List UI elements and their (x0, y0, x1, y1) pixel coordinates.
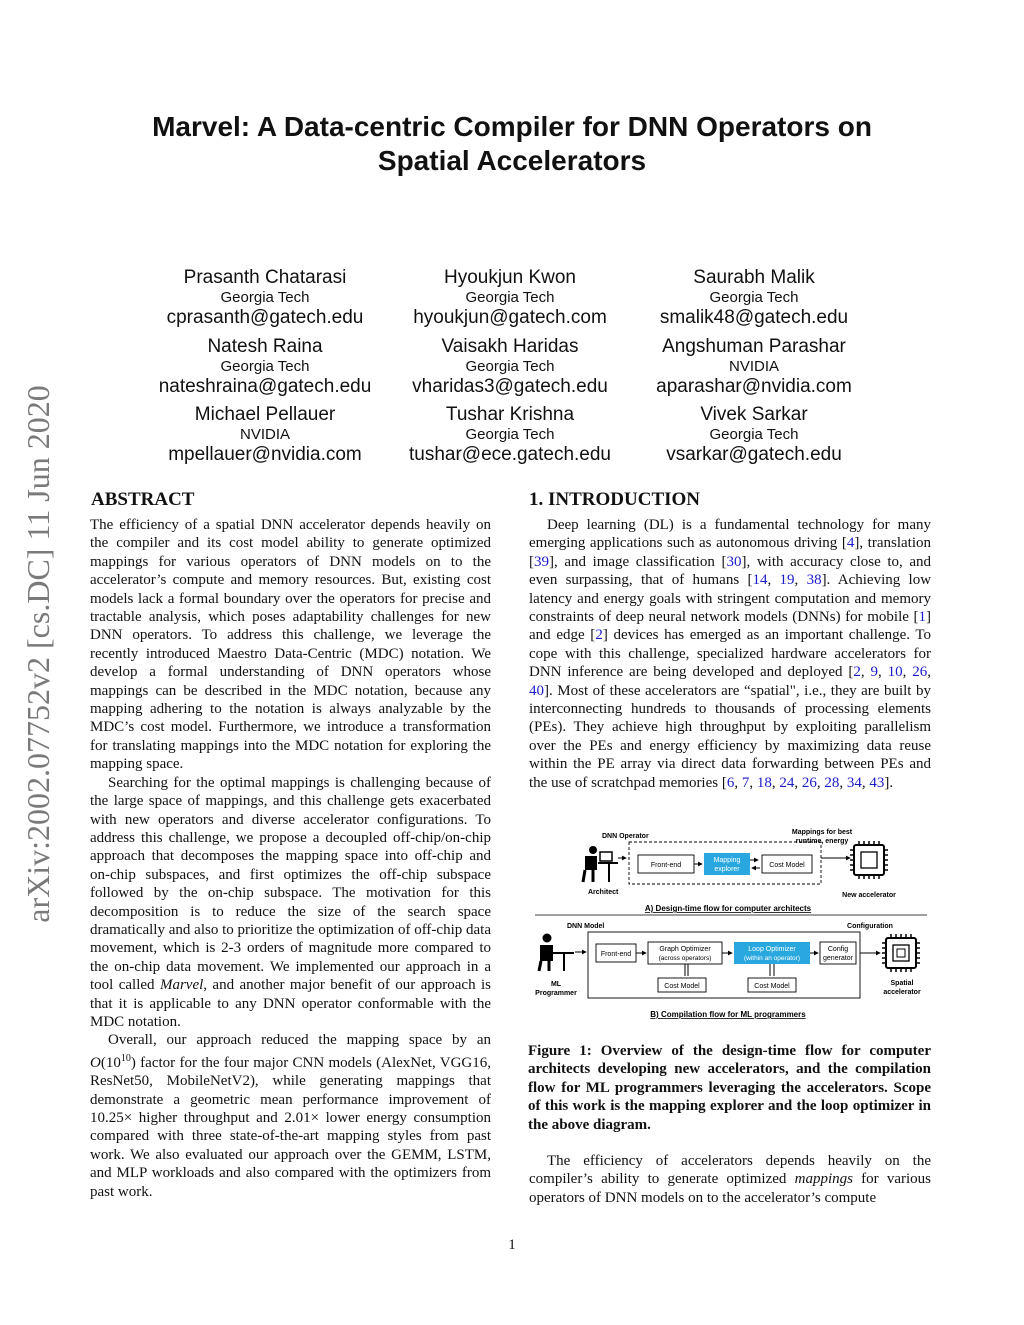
svg-text:Config: Config (827, 946, 849, 953)
abstract-paragraph-1: The efficiency of a spatial DNN accelerator depends heavily on the compiler and its cost model ability to generate optimized mappings for various operators of DNN models on to the accelerator’s compute and memory resources. But, existing cost models lack a formal boundary over the operators for precise and tractable analysis, which poses adaptability challenges for new DNN operators. To address this challenge, we leverage the recently introduced Maestro Data-Centric (MDC) notation. We develop a formal understanding of DNN operators whose mappings can be described in the MDC notation, because any mapping adhering to the notation is always analyzable by the MDC’s cost model. Furthermore, we introduce a transformation for translating mappings into the MDC notation for exploring the mapping space. (90, 517, 491, 773)
citation-link[interactable]: 6 (726, 774, 735, 791)
svg-text:generator: generator (823, 955, 853, 962)
compiler-frame (588, 932, 860, 998)
author-3 (629, 266, 879, 329)
author-name: Saurabh Malik (693, 267, 815, 288)
svg-text:Graph Optimizer: Graph Optimizer (659, 946, 711, 953)
label-mappings-best: Mappings for best (791, 829, 853, 836)
svg-text:Cost Model: Cost Model (664, 983, 700, 990)
label-accelerator: accelerator (883, 989, 921, 996)
citation-link[interactable]: 34 (846, 774, 862, 791)
mappings-emphasis: mappings (794, 1171, 853, 1188)
author-8 (385, 403, 635, 466)
label-spatial: Spatial (890, 980, 914, 987)
author-1 (140, 266, 390, 329)
author-affiliation: Georgia Tech (465, 289, 555, 306)
author-7 (140, 403, 390, 466)
citation-link[interactable]: 2 (853, 664, 861, 681)
author-email: tushar@ece.gatech.edu (408, 444, 612, 465)
svg-text:Cost Model: Cost Model (754, 983, 790, 990)
citation-link[interactable]: 43 (869, 774, 885, 791)
author-email: mpellauer@nvidia.com (168, 444, 362, 465)
label-new-accelerator: New accelerator (842, 892, 896, 899)
svg-text:Loop Optimizer: Loop Optimizer (748, 946, 796, 953)
title-line-2: Spatial Accelerators (377, 145, 647, 176)
citation-link[interactable]: 19 (779, 572, 795, 589)
citation-link[interactable]: 26 (912, 664, 928, 681)
author-email: cprasanth@gatech.edu (166, 307, 364, 328)
author-email: aparashar@nvidia.com (656, 376, 852, 397)
author-email: smalik48@gatech.edu (659, 307, 849, 328)
citation-link[interactable]: 26 (801, 774, 817, 791)
author-5 (385, 335, 635, 398)
citation-link[interactable]: 14 (752, 572, 768, 589)
intro-heading: 1. INTRODUCTION (529, 489, 701, 510)
citation-link[interactable]: 7 (741, 774, 750, 791)
author-6 (629, 335, 879, 398)
label-programmer: Programmer (535, 990, 577, 997)
author-affiliation: Georgia Tech (220, 358, 310, 375)
intro-paragraph-2: The efficiency of accelerators depends heavily on the compiler’s ability to generate optimized mappings for various operators of DNN models on to the accelerator’s compute (529, 1153, 932, 1206)
citation-link[interactable]: 9 (870, 664, 878, 681)
citation-link[interactable]: 40 (529, 682, 544, 699)
intro-body (529, 516, 931, 792)
author-name: Hyoukjun Kwon (443, 267, 577, 288)
author-email: vsarkar@gatech.edu (666, 444, 842, 465)
author-name: Natesh Raina (207, 336, 323, 357)
new-accelerator-icon (850, 841, 888, 879)
author-4 (140, 335, 390, 398)
label-runtime-energy: runtime, energy (795, 838, 849, 845)
author-affiliation: Georgia Tech (220, 289, 310, 306)
ml-programmer-icon (539, 934, 574, 972)
svg-text:explorer: explorer (714, 866, 740, 873)
citation-link[interactable]: 24 (779, 774, 795, 791)
tool-name: Marvel (159, 977, 204, 994)
label-configuration: Configuration (847, 923, 893, 930)
author-affiliation: NVIDIA (728, 358, 779, 375)
citation-link[interactable]: 2 (595, 627, 603, 644)
figure-1-caption: Figure 1: Overview of the design-time flow for computer architects developing new accelerators, and the compilation flow for ML programmers leveraging the accelerators. Scope of this work is the mapping explorer and the loop optimizer in the above diagram. (528, 1043, 931, 1133)
author-email: nateshraina@gatech.edu (158, 376, 372, 397)
svg-text:Front-end: Front-end (600, 951, 632, 958)
author-affiliation: Georgia Tech (465, 358, 555, 375)
author-email: vharidas3@gatech.edu (412, 376, 608, 397)
paper-title (0, 110, 1024, 178)
architect-icon (583, 846, 618, 882)
author-name: Michael Pellauer (194, 404, 336, 425)
author-name: Prasanth Chatarasi (183, 267, 347, 288)
svg-text:Front-end: Front-end (650, 862, 682, 869)
citation-link[interactable]: 4 (846, 535, 855, 552)
abstract-paragraph-2: Searching for the optimal mappings is challenging because of the large space of mappings, and this challenge gets exacerbated with new operators and diverse accelerator configurations. To address this challenge, we propose a decoupled off-chip/on-chip approach that decomposes the mapping space into off-chip and on-chip subspaces, and first optimizes the off-chip subspace followed by the on-chip subspace. The motivation for this decomposition is to reduce the size of the search space dramatically and also to prioritize the optimization of off-chip data movement, which is 2-3 orders of magnitude more compared to the on-chip data movement. We implemented our approach in a tool called Marvel, and another major benefit of our approach is that it is applicable to any DNN operator conformable with the MDC notation. (90, 774, 491, 1030)
label-dnn-operator: DNN Operator (602, 833, 649, 840)
author-name: Angshuman Parashar (662, 336, 846, 357)
citation-link[interactable]: 38 (806, 572, 822, 589)
label-ml: ML (550, 981, 562, 988)
label-architect: Architect (588, 889, 619, 896)
abstract-body (90, 516, 491, 1201)
citation-link[interactable]: 1 (918, 609, 926, 626)
citation-link[interactable]: 10 (887, 664, 903, 681)
author-name: Tushar Krishna (445, 404, 575, 425)
citation-link[interactable]: 30 (726, 553, 742, 570)
author-2 (385, 266, 635, 329)
intro-paragraph-1: Deep learning (DL) is a fundamental technology for many emerging applications such as autonomous driving [4], translation [39], and image classification [30], with accuracy close to, and even surpassing, that of humans [14, 19, 38]. Achieving low latency and energy goals with stringent computation and memory constraints of deep neural network models (DNNs) for mobile [1] and edge [2] devices has emerged as an important challenge. To cope with this challenge, specialized hardware accelerators for DNN inference are being developed and deployed [2, 9, 10, 26, 40]. Most of these accelerators are “spatial", i.e., they are built by interconnecting hundreds to thousands of processing elements (PEs). They achieve high throughput by exploiting parallelism over the PEs and energy efficiency by maximizing data reuse within the PE array via direct data forwarding between PEs and the use of scratchpad memories [6, 7, 18, 24, 26, 28, 34, 43]. (529, 517, 932, 791)
author-name: Vivek Sarkar (700, 404, 808, 425)
intro-continued (529, 1152, 931, 1207)
panel-b-caption: B) Compilation flow for ML programmers (650, 1010, 806, 1019)
author-affiliation: Georgia Tech (465, 426, 555, 443)
svg-text:(within an operator): (within an operator) (744, 955, 800, 962)
abstract-heading: ABSTRACT (91, 489, 195, 510)
spatial-accelerator-icon (882, 934, 920, 972)
author-affiliation: NVIDIA (239, 426, 290, 443)
author-9 (629, 403, 879, 466)
citation-link[interactable]: 39 (534, 553, 549, 570)
page-number: 1 (508, 1237, 516, 1253)
author-affiliation: Georgia Tech (709, 289, 799, 306)
figure-1-diagram (530, 822, 932, 1026)
title-line-1: Marvel: A Data-centric Compiler for DNN Operators on (152, 111, 872, 142)
svg-text:Cost Model: Cost Model (769, 862, 805, 869)
svg-text:(across operators): (across operators) (658, 955, 712, 962)
panel-a-caption: A) Design-time flow for computer architects (644, 904, 812, 913)
label-dnn-model: DNN Model (567, 923, 605, 930)
citation-link[interactable]: 28 (824, 774, 840, 791)
svg-text:Mapping: Mapping (713, 857, 741, 864)
author-affiliation: Georgia Tech (709, 426, 799, 443)
author-email: hyoukjun@gatech.com (413, 307, 607, 328)
citation-link[interactable]: 18 (756, 774, 772, 791)
abstract-paragraph-3: Overall, our approach reduced the mapping space by an $O(10^{10})$ factor for the four major CNN models (AlexNet, VGG16, ResNet50, MobileNetV2), while generating mappings that demonstrate a geometric mean performance improvement of 10.25× higher throughput and 2.01× lower energy consumption compared with three state-of-the-art mapping styles from past work. We also evaluated our approach over the GEMM, LSTM, and MLP workloads and also compared with the optimizers from past work. (90, 1032, 492, 1200)
arxiv-stamp: arXiv:2002.07752v2 [cs.DC] 11 Jun 2020 (20, 385, 56, 923)
author-name: Vaisakh Haridas (441, 336, 579, 357)
